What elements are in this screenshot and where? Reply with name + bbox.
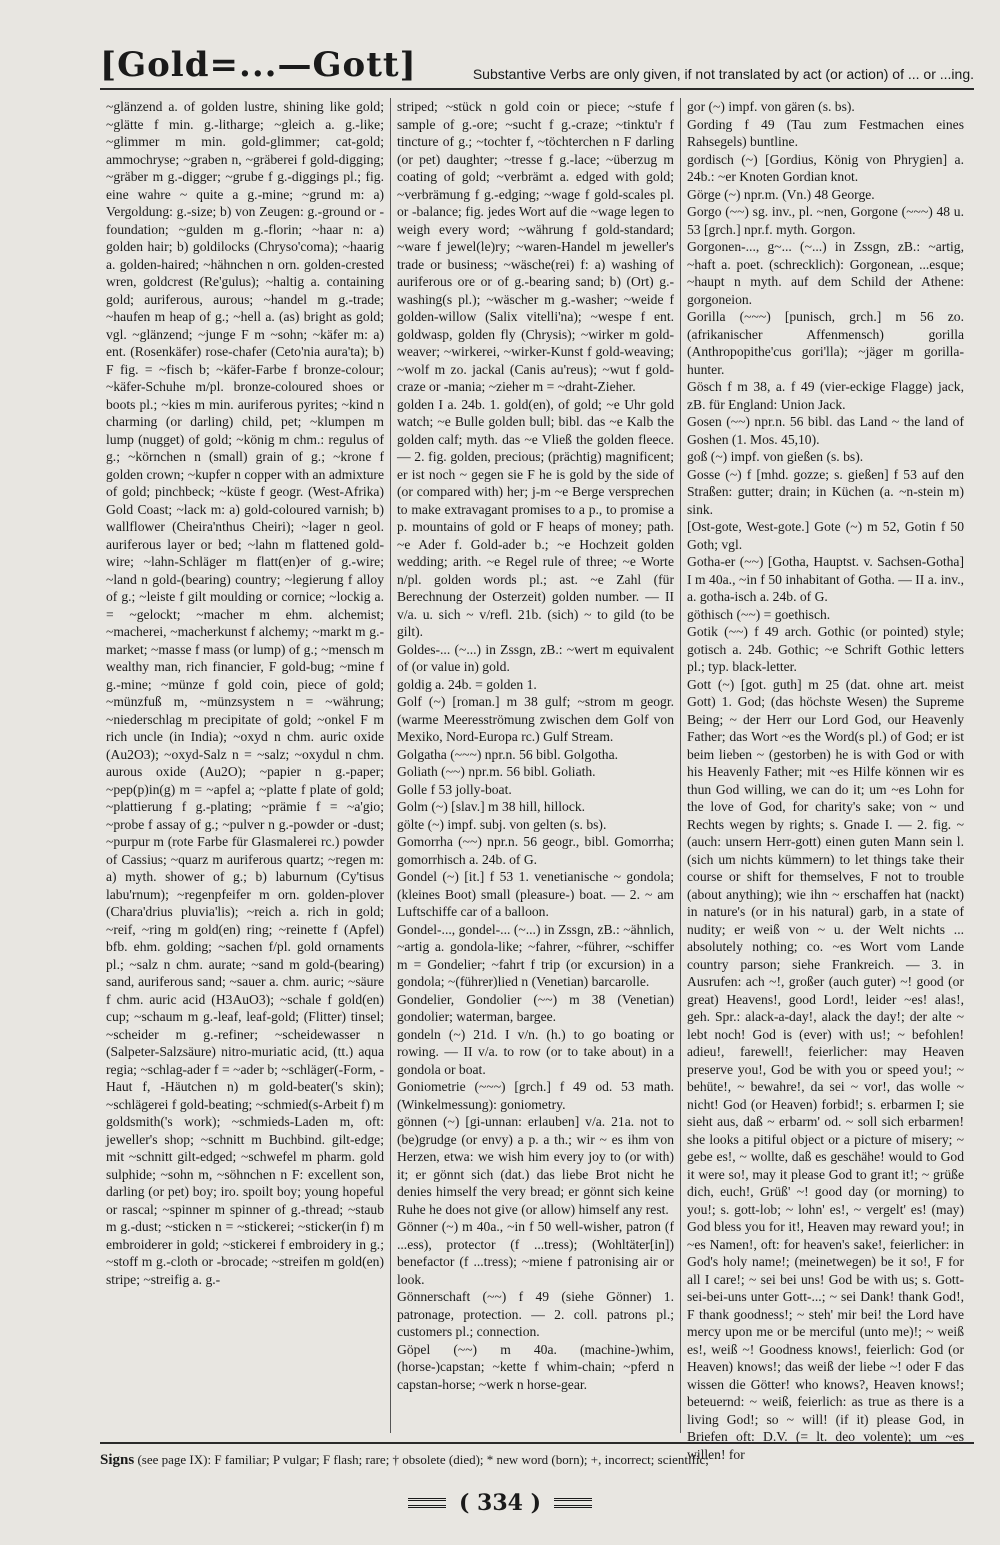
column-left bbox=[100, 98, 390, 1433]
dictionary-entry: Goniometrie (~~~) [grch.] f 49 od. 53 math. (Winkelmessung): goniometry. bbox=[397, 1079, 674, 1112]
dictionary-entry: Gott (~) [got. guth] m 25 (dat. ohne art. meist Gott) 1. God; (das höchste Wesen) the Supreme Being; ~ der Herr our Lord God, our Heavenly Father; das Wort ~es the Word(s pl.) of God; er ist beim lieben ~ (gestorben) he is with God or with his Heavenly Father; mit ~es Hilfe können wir es thun God willing, we can do it; um ~es Lohn for the love of God, for charity's sake; von ~ und Rechts wegen by rights; s. Gnade I. — 2. fig. ~ (auch: unsern Herr-gott) einen guten Mann sein l. (sich um nichts kümmern) to let things take their course or shift for themselves, F not to trouble (about anything); wie ihn ~ erschaffen hat (nackt) in nature's (or in his natural) garb, in a state of nudity; er weiß von ~ u. der Welt nichts ... absolutely nothing; co. ~es Wort vom Lande country parson; siehe Frankreich. — 3. in Ausrufen: ach ~!, großer (auch guter) ~! good (or great) Heavens!, good Lord!, leider ~es! alas!, geh. Spr.: alack-a-day!, alack the day!; der alte ~ lebt noch! God is (ever) with us!; ~ befohlen! adieu!, farewell!, feierlicher: may Heaven preserve you!, God be with you or speed you!; ~ behüte!, ~ bewahre!, da sei ~ vor!, das wolle ~ nicht! God (or Heaven) forbid!; s. erbarmen I; sie sieht aus, daß ~ erbarm' od. ~ soll sich erbarmen! she looks a pitiful object or a picture of misery; ~ gebe es!, ~ wollte, daß es geschähe! would to God it were so!, may it please God to grant it!; ~ grüße dich, euch!, Grüß' ~! good day (or morning) to you!; s. gott-lob; ~ lohn' es!, ~ vergelt' es! (may) God bless you for it!, Heaven may reward you!; in ~es Namen!, oft: for heaven's sake!, feierlicher: in God's holy name!; (meinetwegen) be it so!, F for all I care!; ~ sei bei uns! God be with us; s. Gott-sei-bei-uns unter Gott-...; ~ sei Dank! thank God!, F thank goodness!; ~ steh' mir bei! the Lord have mercy upon me or be merciful (unto me)!; ~ weiß es!, weiß ~! Goodness knows!, feierlich: God (or Heaven) knows!; das weiß der liebe ~! oder F das wissen die Götter! who knows?, Heaven knows!; beteuernd: ~ weiß, feierlich: as true as there is a living God!; so ~ will! (if it) please God, in Briefen oft: D.V. (= lt. deo volente); um ~es willen! for bbox=[687, 676, 964, 1462]
page-number: ( 334 ) bbox=[458, 1490, 542, 1516]
dictionary-entry: goldig a. 24b. = golden 1. bbox=[397, 676, 537, 692]
header-note: Substantive Verbs are only given, if not translated by act (or action) of ... or ...ing. bbox=[472, 66, 974, 82]
dictionary-entry: gönnen (~) [gi-unnan: erlauben] v/a. 21a. not to (be)grudge (or envy) a p. a th.; wir ~ es ihm von Herzen, etwa: we wish him every joy to (or with) it; er gönnt sich (dat.) das liebe Brot nicht he denies himself the very bread; er gönnt sich keine Ruhe he does not give (or allow) himself any rest. bbox=[397, 1114, 674, 1217]
page-title: [Gold=...—Gott] bbox=[100, 45, 417, 85]
column-middle bbox=[390, 98, 680, 1433]
dictionary-entry: Gondel-..., gondel-... (~...) in Zssgn, zB.: ~ähnlich, ~artig a. gondola-like; ~fahrer, ~führer, ~schiffer m = Gondelier; ~fahrt f trip (or excursion) in a gondola; ~(führer)lied n (Venetian) barcarolle. bbox=[397, 921, 674, 989]
dictionary-entry: Gorilla (~~~) [punisch, grch.] m 56 zo. (afrikanischer Affenmensch) gorilla (Anthropopithe'cus gori'lla); ~jäger m gorilla-hunter. bbox=[687, 309, 964, 377]
dictionary-entry: Golf (~) [roman.] m 38 gulf; ~strom m geogr. (warme Meeresströmung zwischen dem Golf von Mexiko, Nord-Europa rc.) Gulf Stream. bbox=[397, 694, 674, 744]
dictionary-entry: gondeln (~) 21d. I v/n. (h.) to go boating or rowing. — II v/a. to row (or to take about) in a gondola or boat. bbox=[397, 1026, 674, 1077]
dictionary-entry: Gomorrha (~~) npr.n. 56 geogr., bibl. Gomorrha; gomorrhisch a. 24b. of G. bbox=[397, 834, 674, 867]
dictionary-entry: Golle f 53 jolly-boat. bbox=[397, 781, 512, 797]
signs-text: (see page IX): F familiar; P vulgar; F flash; rare; † obsolete (died); * new word (born); +, incorrect; scientific; bbox=[137, 1452, 709, 1467]
signs-label: Signs bbox=[100, 1452, 135, 1468]
dictionary-entry: Gosse (~) f [mhd. gozze; s. gießen] f 53 auf den Straßen: gutter; drain; in Küchen (a. ~n-stein m) sink. bbox=[687, 466, 964, 517]
dictionary-entry: Görge (~) npr.m. (Vn.) 48 George. bbox=[687, 186, 875, 202]
dictionary-entry: Gotha-er (~~) [Gotha, Hauptst. v. Sachsen-Gotha] I m 40a., ~in f 50 inhabitant of Gotha. — II a. inv., a. gotha-isch a. 24b. of G. bbox=[687, 554, 964, 604]
page-header bbox=[100, 38, 974, 90]
dictionary-entry: ~glänzend a. of golden lustre, shining like gold; ~glätte f min. g.-litharge; ~gleich a. g.-like; ~glimmer m min. gold-glimmer; cat-gold; ammochryse; ~graben n, ~gräberei f gold-digging; ~gräber m g.-digger; ~grube f g.-diggings pl.; fig. eine wahre ~ quite a g.-mine; ~grund m: a) Vergoldung: g.-size; b) von Zeugen: g.-ground or -foundation; ~gulden m g.-florin; ~haar n: a) golden hair; b) goldilocks (Chryso'coma); ~haarig a. golden-haired; ~hähnchen n orn. golden-crested wren, goldcrest (Re'gulus); ~haltig a. containing gold; auriferous, aurous; ~handel m g.-trade; ~haufen m heap of g.; ~hell a. (as) bright as gold; vgl. ~glänzend; ~junge F m ~sohn; ~käfer m: a) ent. (Rosenkäfer) rose-chafer (Ceto'nia aura'ta); b) F fig. = ~fisch b; ~käfer-Farbe f bronze-colour; ~käfer-Schuhe m/pl. bronze-coloured shoes or boots pl.; ~kies m min. auriferous pyrites; ~kind n charming (or darling) child, pet; ~klumpen m lump (nugget) of gold; ~könig m chm.: regulus of g.; ~körnchen n (small) grain of g.; ~krone f golden crown; ~kupfer n copper with an admixture of gold; pinchbeck; ~küste f geogr. (West-Afrika) Gold Coast; ~lack m: a) gold-coloured varnish; b) wallflower (Cheira'nthus Cheiri); ~lager n geol. auriferous layer or bed; ~lahn m flattened gold-wire; ~lahn-Schläger m flatt(en)er of g.-wire; ~land n gold-(bearing) country; ~legierung f alloy of g.; ~leiste f gilt moulding or cornice; ~lockig a. = ~gelockt; ~macher m ehm. alchemist; ~macherei, ~macherkunst f alchemy; ~markt m g.-market; ~masse f mass (or lump) of g.; ~mensch m wealthy man, rich financier, F gold-bug; ~mine f g.-mine; ~münze f gold coin, piece of gold; ~münzfuß m, ~münzsystem n = ~währung; ~niederschlag m precipitate of gold; ~onkel F m rich uncle (in India); ~oxyd n chm. auric oxide (Au2O3); ~oxyd-Salz n = ~salz; ~oxydul n chm. aurous oxide (Au2O); ~papier n g.-paper; ~pep(p)in(g) m = ~apfel a; ~platte f plate of gold; ~plattierung f g.-plating; ~prämie f = ~a'gio; ~probe f assay of g.; ~pulver n g.-powder or -dust; ~purpur m (rote Farbe für Glasmalerei rc.) powder of Cassius; ~quarz m auriferous quartz; ~regen m: a) myth. shower of g.; b) laburnum (Cy'tisus labu'rnum); ~regenpfeifer m orn. golden-plover (Chara'drius pluvia'lis); ~reich a. rich in gold; ~reif, ~ring m gold(en) ring; ~reinette f (Apfel) bfb. ehm. golding; ~sachen f/pl. gold ornaments pl.; ~salz n chm. aurate; ~sand m gold-(bearing) sand, auriferous sand; ~sauer a. chm. auric; ~säure f chm. auric acid (H3AuO3); ~schale f gold(en) cup; ~schaum m g.-leaf, leaf-gold; (Flitter) tinsel; ~scheider m g.-refiner; ~scheidewasser n (Salpeter-Salzsäure) nitro-muriatic acid, (tt.) aqua regia; ~schlag-ader f = ~ader b; ~schläger(-Form, -Haut f, -Häutchen n) m gold-beater('s skin); ~schlägerei f gold-beating; ~schmied(s-Arbeit f) m goldsmith('s work); ~schmieds-Laden m, oft: jeweller's shop; ~schnitt m Buchbind. gilt-edge; mit ~schnitt gilt-edged; ~schwefel m pharm. gold sulphide; ~sohn m, ~söhnchen n F: excellent son, darling (or pet) boy; iro. spoilt boy; young hopeful or rascal; ~spinner m spinner of g.-thread; ~staub m g.-dust; ~sticken n = ~stickerei; ~sticker(in f) m embroiderer in gold; ~stickerei f embroidery in g.; ~stoff m g.-cloth or -brocade; ~streifen m gold(en) stripe; ~streifig a. g.- bbox=[106, 99, 384, 1287]
dictionary-entry: Golm (~) [slav.] m 38 hill, hillock. bbox=[397, 799, 586, 814]
dictionary-entry: Gording f 49 (Tau zum Festmachen eines Rahsegels) buntline. bbox=[687, 116, 964, 149]
dictionary-entry: Gorgo (~~) sg. inv., pl. ~nen, Gorgone (~~~) 48 u. 53 [grch.] npr.f. myth. Gorgon. bbox=[687, 204, 964, 237]
page-number-block bbox=[0, 1490, 1000, 1516]
signs-legend bbox=[100, 1452, 974, 1469]
dictionary-entry: Gönnerschaft (~~) f 49 (siehe Gönner) 1. patronage, protection. — 2. coll. patrons pl.; customers pl.; connection. bbox=[397, 1289, 674, 1339]
dictionary-entry: gor (~) impf. von gären (s. bs). bbox=[687, 99, 855, 114]
dictionary-entry: Göpel (~~) m 40a. (machine-)whim, (horse-)capstan; ~kette f whim-chain; ~pferd n capstan-horse; ~werk n horse-gear. bbox=[397, 1341, 674, 1392]
dictionary-entry: gölte (~) impf. subj. von gelten (s. bs). bbox=[397, 816, 607, 832]
dictionary-entry: Gondelier, Gondolier (~~) m 38 (Venetian) gondolier; waterman, bargee. bbox=[397, 991, 674, 1024]
column-right bbox=[680, 98, 970, 1462]
dictionary-entry: Goldes-... (~...) in Zssgn, zB.: ~wert m equivalent of (or value in) gold. bbox=[397, 641, 674, 674]
dictionary-entry: göthisch (~~) = goethisch. bbox=[687, 606, 831, 622]
dictionary-entry: Gotik (~~) f 49 arch. Gothic (or pointed) style; gotisch a. 24b. Gothic; ~e Schrift Gothic letters pl.; typ. black-letter. bbox=[687, 624, 964, 674]
dictionary-entry: goß (~) impf. von gießen (s. bs). bbox=[687, 449, 864, 464]
dictionary-entry: Gorgonen-..., g~... (~...) in Zssgn, zB.: ~artig, ~haft a. poet. (schrecklich): Gorgonean, ...esque; ~haupt n myth. auf dem Schild der Athene: gorgoneion. bbox=[687, 239, 964, 307]
footer-rule bbox=[100, 1442, 974, 1444]
dictionary-entry: Gönner (~) m 40a., ~in f 50 well-wisher, patron (f ...ess), protector (f ...tress); (Wohltäter[in]) benefactor (f ...tress); ~miene f patronising air or look. bbox=[397, 1219, 674, 1287]
page-number-ornament bbox=[554, 1498, 592, 1508]
dictionary-entry: Gondel (~) [it.] f 53 1. venetianische ~ gondola; (kleines Boot) small (pleasure-) boat. — 2. ~ am Luftschiffe car of a balloon. bbox=[397, 869, 674, 919]
dictionary-entry: [Ost-gote, West-gote.] Gote (~) m 52, Gotin f 50 Goth; vgl. bbox=[687, 519, 964, 552]
page-number-ornament bbox=[408, 1498, 446, 1508]
dictionary-entry: Goliath (~~) npr.m. 56 bibl. Goliath. bbox=[397, 764, 596, 779]
dictionary-entry: Golgatha (~~~) npr.n. 56 bibl. Golgotha. bbox=[397, 746, 619, 762]
dictionary-entry: Gosen (~~) npr.n. 56 bibl. das Land ~ the land of Goshen (1. Mos. 45,10). bbox=[687, 414, 964, 447]
dictionary-entry: striped; ~stück n gold coin or piece; ~stufe f sample of g.-ore; ~sucht f g.-craze; ~tinktu'r f tincture of g.; ~tochter f, ~töchterchen n F darling (or pet) daughter; ~tresse f g.-lace; ~überzug m coating of gold; ~verbrämt a. edged with gold; ~verbrämung f g.-edging; ~wage f gold-scales pl. or -balance; fig. jedes Wort auf die ~wage legen to weigh every word; ~währung f gold-standard; ~ware f jewel(le)ry; ~waren-Handel m jeweller's trade or business; ~wäsche(rei) f: a) washing of auriferous ore or of g.-bearing sand; b) (Ort) g.-washing(s pl.); ~wäscher m g.-washer; ~weide f golden-willow (Salix vitelli'na); ~wespe f ent. goldwasp, golden fly (Chrysis); ~wirker m gold-weaver; ~wirkerei, ~wirker-Kunst f gold-weaving; ~wolf m zo. jackal (Canis au'reus); ~wut f gold-craze or -mania; ~zieher m = ~draht-Zieher. bbox=[397, 99, 674, 394]
dictionary-entry: gordisch (~) [Gordius, König von Phrygien] a. 24b.: ~er Knoten Gordian knot. bbox=[687, 151, 964, 184]
dictionary-entry: golden I a. 24b. 1. gold(en), of gold; ~e Uhr gold watch; ~e Bulle golden bull; bibl. das ~e Kalb the golden calf; myth. das ~e Vließ the golden fleece. — 2. fig. golden, precious; (prächtig) magnificent; er ist noch ~ gegen sie F he is gold by the side of (or compared with) her; j-m ~e Berge versprechen to make extravagant promises to a p., to promise a p. mountains of gold or F heaps of money; path. ~e Ader f. Gold-ader b.; ~e Hochzeit golden wedding; arith. ~e Regel rule of three; ~e Worte n/pl. golden words pl.; ast. ~e Zahl (für Berechnung der Osterzeit) golden number. — II v/a. u. sich ~ v/refl. 21b. (sich) ~ to gild (to be gilt). bbox=[397, 396, 674, 639]
dictionary-entry: Gösch f m 38, a. f 49 (vier-eckige Flagge) jack, zB. für England: Union Jack. bbox=[687, 379, 964, 412]
